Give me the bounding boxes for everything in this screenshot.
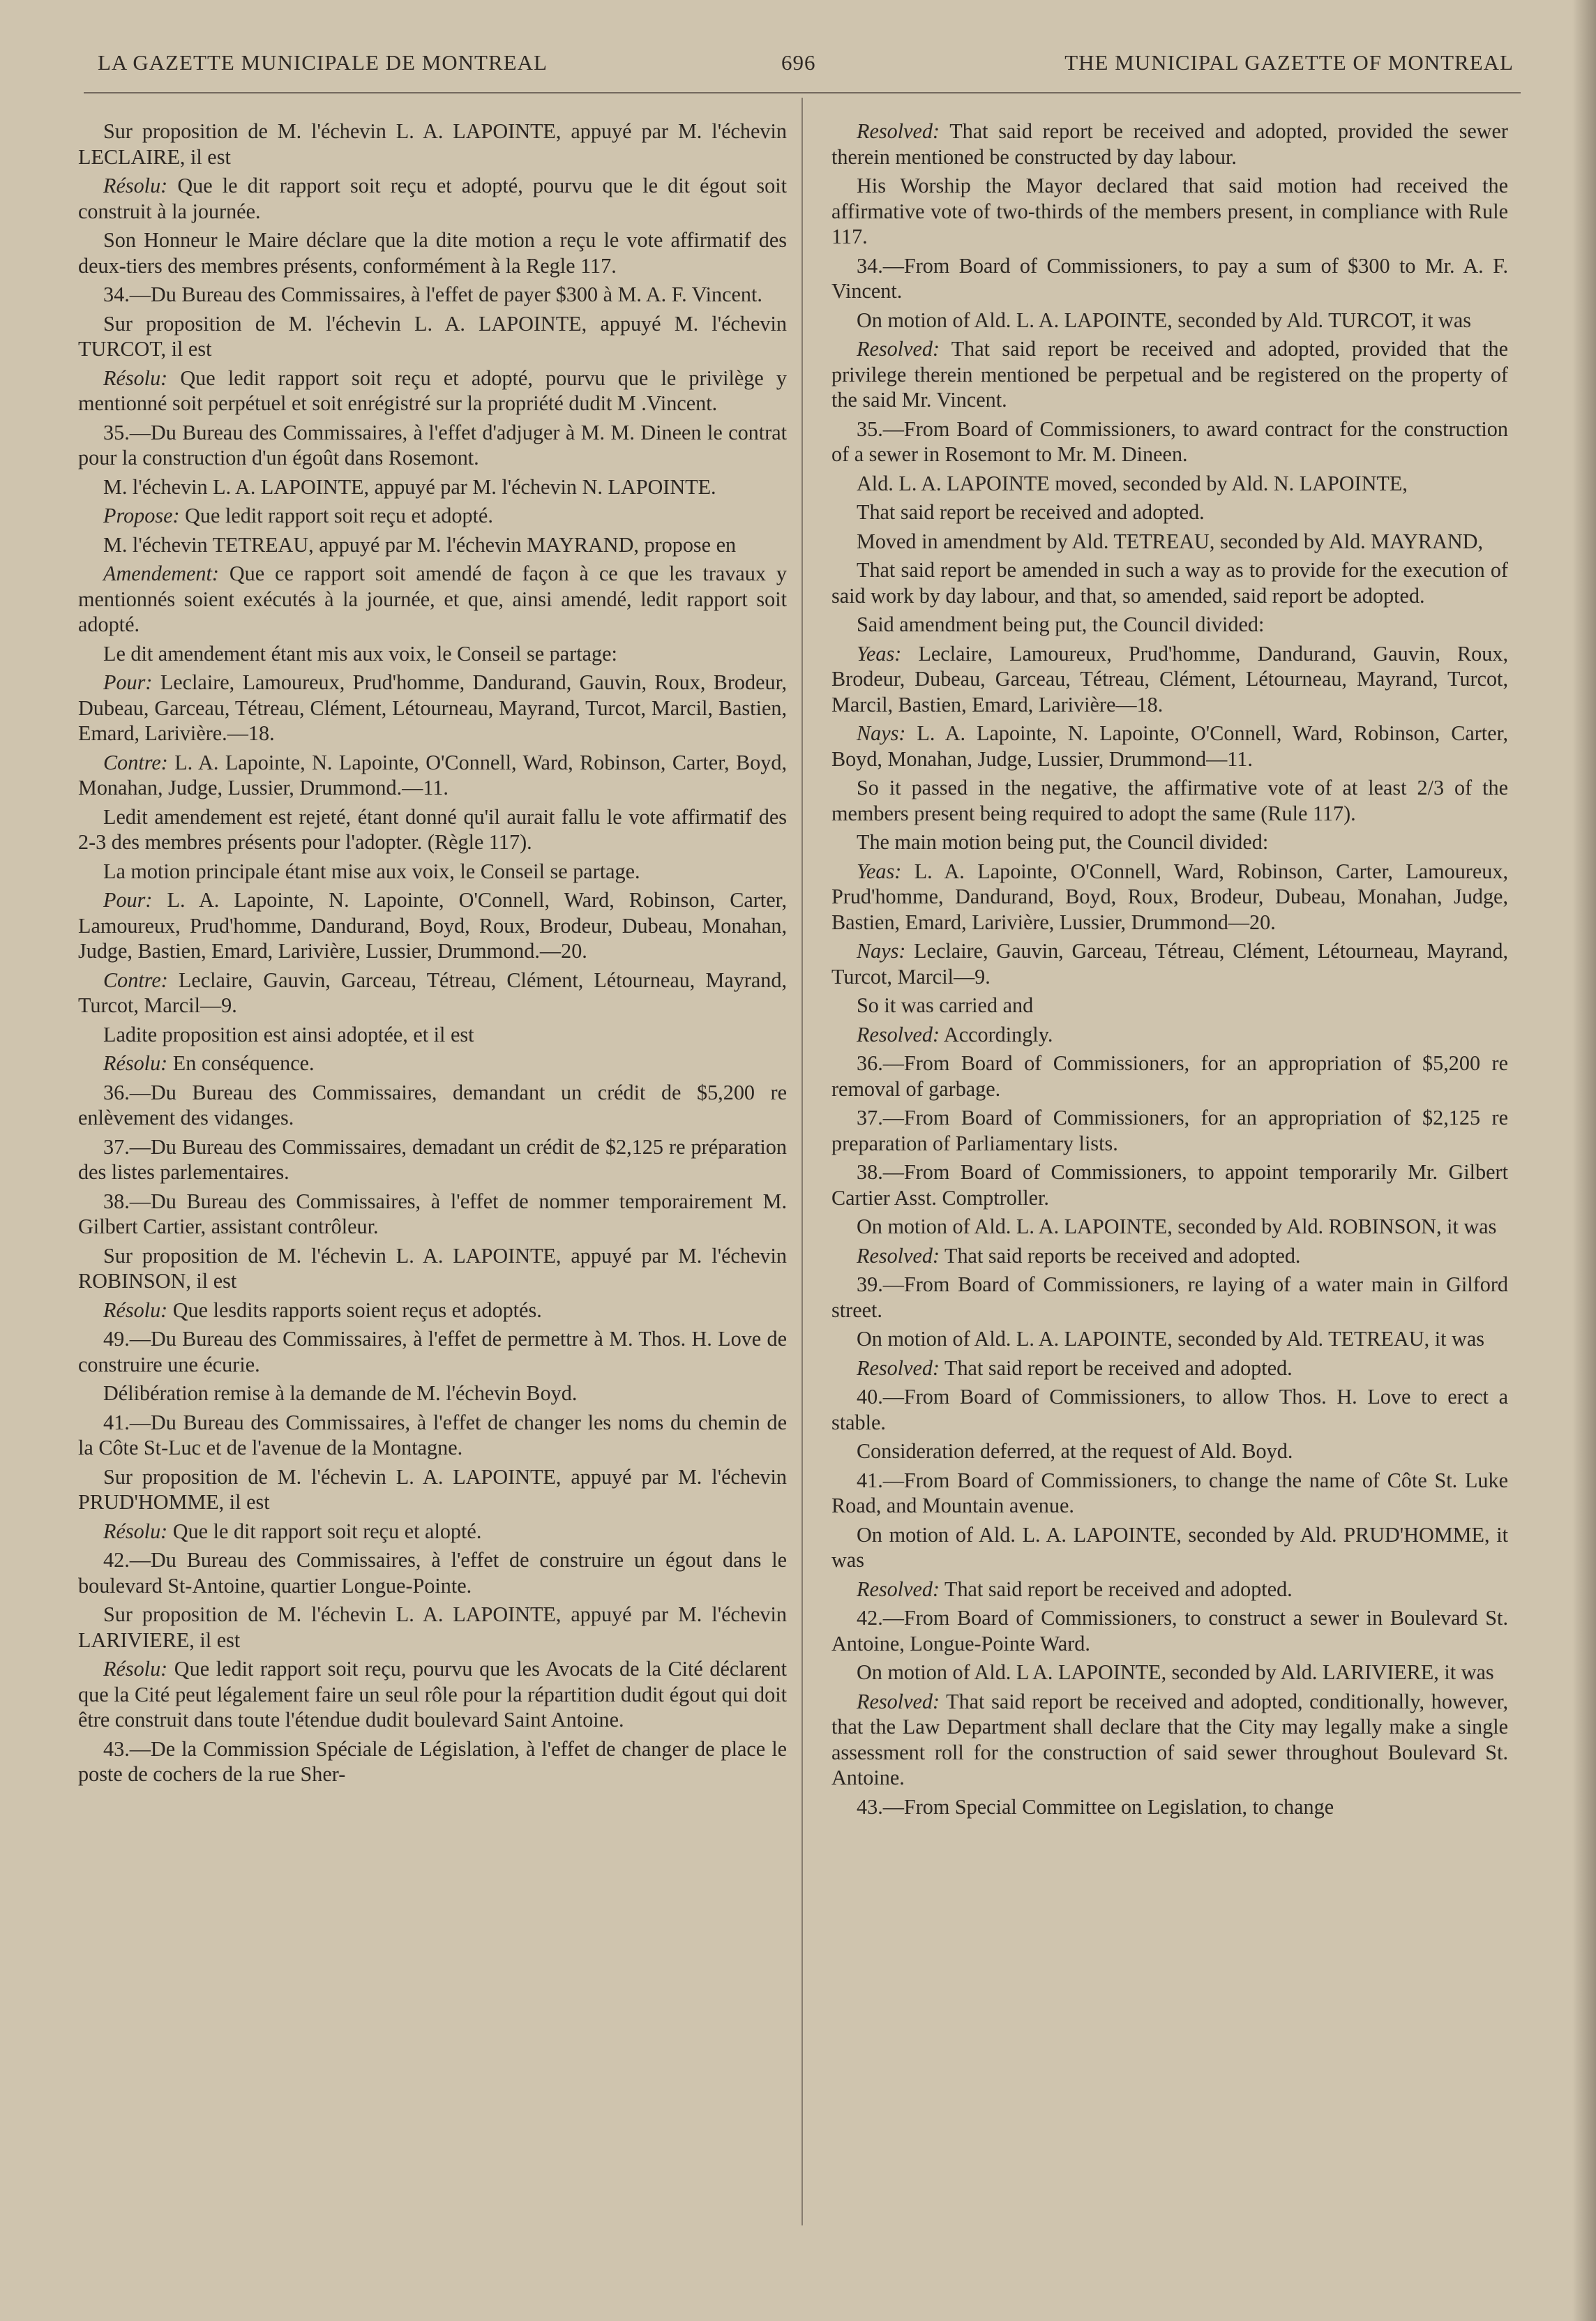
english-paragraph: Nays: Leclaire, Gauvin, Garceau, Tétreau, Clément, Létourneau, Mayrand, Turcot, Marcil—9.: [831, 939, 1508, 989]
english-paragraph: So it passed in the negative, the affirmative vote of at least 2/3 of the members present being required to adopt the same (Rule 117).: [831, 776, 1508, 825]
page-edge-shadow: [1572, 0, 1596, 2321]
french-paragraph: 38.—Du Bureau des Commissaires, à l'effet de nommer temporairement M. Gilbert Cartier, assistant contrôleur.: [78, 1189, 787, 1238]
english-paragraph: Nays: L. A. Lapointe, N. Lapointe, O'Connell, Ward, Robinson, Carter, Boyd, Monahan, Judge, Lussier, Drummond—11.: [831, 721, 1508, 771]
french-paragraph: Sur proposition de M. l'échevin L. A. LAPOINTE, appuyé par M. l'échevin LARIVIERE, il est: [78, 1602, 787, 1652]
french-paragraph: 35.—Du Bureau des Commissaires, à l'effet d'adjuger à M. M. Dineen le contrat pour la construction d'un égoût dans Rosemont.: [78, 420, 787, 470]
french-paragraph: Son Honneur le Maire déclare que la dite motion a reçu le vote affirmatif des deux-tiers des membres présents, conformément à la Regle 117.: [78, 228, 787, 278]
header-french-title: LA GAZETTE MUNICIPALE DE MONTREAL: [98, 50, 548, 75]
french-paragraph: Sur proposition de M. l'échevin L. A. LAPOINTE, appuyé par M. l'échevin ROBINSON, il est: [78, 1243, 787, 1293]
english-paragraph: Yeas: Leclaire, Lamoureux, Prud'homme, Dandurand, Gauvin, Roux, Brodeur, Dubeau, Garceau, Tétreau, Clément, Létourneau, Mayrand, Turcot, Marcil, Bastien, Emard, Larivière—18.: [831, 641, 1508, 716]
french-paragraph: Propose: Que ledit rapport soit reçu et adopté.: [103, 504, 493, 527]
french-paragraph: La motion principale étant mise aux voix, le Conseil se partage.: [103, 859, 640, 883]
english-paragraph: Said amendment being put, the Council divided:: [857, 613, 1265, 636]
header-rule: [84, 92, 1521, 93]
english-paragraph: Resolved: That said report be received and adopted, provided that the privilege therein mentioned be perpetual and be registered on the property of the said Mr. Vincent.: [831, 337, 1508, 412]
english-paragraph: 36.—From Board of Commissioners, for an appropriation of $5,200 re removal of garbage.: [831, 1051, 1508, 1101]
english-paragraph: Resolved: That said report be received and adopted, provided the sewer therein mentioned be constructed by day labour.: [831, 119, 1508, 169]
french-paragraph: Pour: Leclaire, Lamoureux, Prud'homme, Dandurand, Gauvin, Roux, Brodeur, Dubeau, Garceau, Tétreau, Clément, Létourneau, Mayrand, Turcot, Marcil, Bastien, Emard, Larivière.—18.: [78, 670, 787, 745]
column-divider: [801, 98, 803, 2225]
english-paragraph: 41.—From Board of Commissioners, to change the name of Côte St. Luke Road, and Mountain avenue.: [831, 1468, 1508, 1517]
english-paragraph: On motion of Ald. L. A. LAPOINTE, seconded by Ald. PRUD'HOMME, it was: [831, 1522, 1508, 1572]
english-paragraph: On motion of Ald. L. A. LAPOINTE, seconded by Ald. TETREAU, it was: [857, 1327, 1484, 1351]
english-paragraph: Resolved: That said reports be received and adopted.: [857, 1243, 1301, 1268]
french-paragraph: Résolu: Que ledit rapport soit reçu et adopté, pourvu que le privilège y mentionné soit perpétuel et soit enrégistré sur la propriété dudit M .Vincent.: [78, 366, 787, 415]
page-number: 696: [781, 50, 816, 75]
french-paragraph: Sur proposition de M. l'échevin L. A. LAPOINTE, appuyé par M. l'échevin PRUD'HOMME, il est: [78, 1464, 787, 1514]
english-paragraph: On motion of Ald. L. A. LAPOINTE, seconded by Ald. ROBINSON, it was: [857, 1215, 1497, 1238]
french-paragraph: Résolu: Que le dit rapport soit reçu et alopté.: [103, 1519, 482, 1543]
french-paragraph: 41.—Du Bureau des Commissaires, à l'effet de changer les noms du chemin de la Côte St-Luc et de l'avenue de la Montagne.: [78, 1410, 787, 1459]
english-column: [831, 119, 1508, 2218]
french-paragraph: Résolu: Que ledit rapport soit reçu, pourvu que les Avocats de la Cité déclarent que la Cité peut légalement faire un seul rôle pour la répartition dudit égout qui doit être construit dans toute l'étendue dudit boulevard Saint Antoine.: [78, 1657, 787, 1732]
english-paragraph: 42.—From Board of Commissioners, to construct a sewer in Boulevard St. Antoine, Longue-Pointe Ward.: [831, 1606, 1508, 1655]
french-paragraph: Sur proposition de M. l'échevin L. A. LAPOINTE, appuyé M. l'échevin TURCOT, il est: [78, 311, 787, 361]
french-paragraph: Ledit amendement est rejeté, étant donné qu'il aurait fallu le vote affirmatif des 2-3 des membres présents pour l'adopter. (Règle 117).: [78, 804, 787, 854]
english-paragraph: 39.—From Board of Commissioners, re laying of a water main in Gilford street.: [831, 1272, 1508, 1322]
english-paragraph: That said report be amended in such a way as to provide for the execution of said work by day labour, and that, so amended, said report be adopted.: [831, 558, 1508, 608]
french-paragraph: 36.—Du Bureau des Commissaires, demandant un crédit de $5,200 re enlèvement des vidanges.: [78, 1080, 787, 1129]
english-paragraph: That said report be received and adopted.: [857, 500, 1205, 524]
french-paragraph: Délibération remise à la demande de M. l'échevin Boyd.: [103, 1381, 578, 1405]
english-paragraph: Resolved: That said report be received and adopted.: [857, 1355, 1293, 1380]
english-paragraph: 43.—From Special Committee on Legislation, to change: [857, 1794, 1334, 1819]
page-header: [98, 50, 1514, 85]
french-paragraph: Ladite proposition est ainsi adoptée, et il est: [103, 1022, 474, 1046]
french-column: [78, 119, 787, 2218]
french-paragraph: 37.—Du Bureau des Commissaires, demadant un crédit de $2,125 re préparation des listes parlementaires.: [78, 1134, 787, 1184]
english-paragraph: On motion of Ald. L A. LAPOINTE, seconded by Ald. LARIVIERE, it was: [857, 1660, 1494, 1684]
french-paragraph: Contre: L. A. Lapointe, N. Lapointe, O'Connell, Ward, Robinson, Carter, Boyd, Monahan, Judge, Lussier, Drummond.—11.: [78, 750, 787, 799]
english-paragraph: 37.—From Board of Commissioners, for an appropriation of $2,125 re preparation of Parliamentary lists.: [831, 1106, 1508, 1155]
french-paragraph: Pour: L. A. Lapointe, N. Lapointe, O'Connell, Ward, Robinson, Carter, Lamoureux, Prud'homme, Dandurand, Boyd, Roux, Brodeur, Dubeau, Monahan, Judge, Bastien, Emard, Larivière, Lussier, Drummond.—20.: [78, 888, 787, 963]
english-paragraph: His Worship the Mayor declared that said motion had received the affirmative vote of two-thirds of the members present, in compliance with Rule 117.: [831, 174, 1508, 248]
english-paragraph: Moved in amendment by Ald. TETREAU, seconded by Ald. MAYRAND,: [857, 529, 1484, 553]
english-paragraph: Ald. L. A. LAPOINTE moved, seconded by Ald. N. LAPOINTE,: [857, 471, 1408, 495]
french-paragraph: M. l'échevin TETREAU, appuyé par M. l'échevin MAYRAND, propose en: [103, 532, 737, 557]
french-paragraph: Le dit amendement étant mis aux voix, le Conseil se partage:: [103, 641, 617, 666]
english-paragraph: 38.—From Board of Commissioners, to appoint temporarily Mr. Gilbert Cartier Asst. Comptroller.: [831, 1160, 1508, 1210]
english-paragraph: 40.—From Board of Commissioners, to allow Thos. H. Love to erect a stable.: [831, 1385, 1508, 1434]
english-paragraph: 34.—From Board of Commissioners, to pay a sum of $300 to Mr. A. F. Vincent.: [831, 253, 1508, 303]
french-paragraph: M. l'échevin L. A. LAPOINTE, appuyé par M. l'échevin N. LAPOINTE.: [103, 474, 716, 499]
french-paragraph: Sur proposition de M. l'échevin L. A. LAPOINTE, appuyé par M. l'échevin LECLAIRE, il est: [78, 119, 787, 169]
french-paragraph: Résolu: En conséquence.: [103, 1051, 315, 1075]
header-english-title: THE MUNICIPAL GAZETTE OF MONTREAL: [1064, 50, 1514, 75]
english-paragraph: Resolved: That said report be received and adopted, conditionally, however, that the Law Department shall declare that the City may legally make a single assessment roll for the construction of said sewer throughout Boulevard St. Antoine.: [831, 1689, 1508, 1789]
french-paragraph: Résolu: Que le dit rapport soit reçu et adopté, pourvu que le dit égout soit construit à la journée.: [78, 174, 787, 223]
english-paragraph: The main motion being put, the Council divided:: [857, 830, 1269, 854]
english-paragraph: So it was carried and: [857, 993, 1034, 1017]
english-paragraph: Resolved: Accordingly.: [857, 1022, 1053, 1046]
french-paragraph: 49.—Du Bureau des Commissaires, à l'effet de permettre à M. Thos. H. Love de construire une écurie.: [78, 1327, 787, 1376]
english-paragraph: 35.—From Board of Commissioners, to award contract for the construction of a sewer in Rosemont to Mr. M. Dineen.: [831, 416, 1508, 466]
english-paragraph: Yeas: L. A. Lapointe, O'Connell, Ward, Robinson, Carter, Lamoureux, Prud'homme, Dandurand, Boyd, Roux, Brodeur, Dubeau, Monahan, Judge, Bastien, Emard, Larivière, Lussier, Drummond—20.: [831, 859, 1508, 934]
english-paragraph: Resolved: That said report be received and adopted.: [857, 1577, 1293, 1601]
french-paragraph: Amendement: Que ce rapport soit amendé de façon à ce que les travaux y mentionnés soient exécutés à la journée, et que, ainsi amendé, ledit rapport soit adopté.: [78, 562, 787, 636]
french-paragraph: 43.—De la Commission Spéciale de Législation, à l'effet de changer de place le poste de cochers de la rue Sher-: [78, 1736, 787, 1786]
french-paragraph: Résolu: Que lesdits rapports soient reçus et adoptés.: [103, 1298, 542, 1322]
french-paragraph: 34.—Du Bureau des Commissaires, à l'effet de payer $300 à M. A. F. Vincent.: [103, 283, 762, 306]
english-paragraph: On motion of Ald. L. A. LAPOINTE, seconded by Ald. TURCOT, it was: [857, 308, 1471, 332]
french-paragraph: 42.—Du Bureau des Commissaires, à l'effet de construire un égout dans le boulevard St-Antoine, quartier Longue-Pointe.: [78, 1548, 787, 1598]
french-paragraph: Contre: Leclaire, Gauvin, Garceau, Tétreau, Clément, Létourneau, Mayrand, Turcot, Marcil—9.: [78, 968, 787, 1017]
english-paragraph: Consideration deferred, at the request of Ald. Boyd.: [857, 1439, 1293, 1463]
